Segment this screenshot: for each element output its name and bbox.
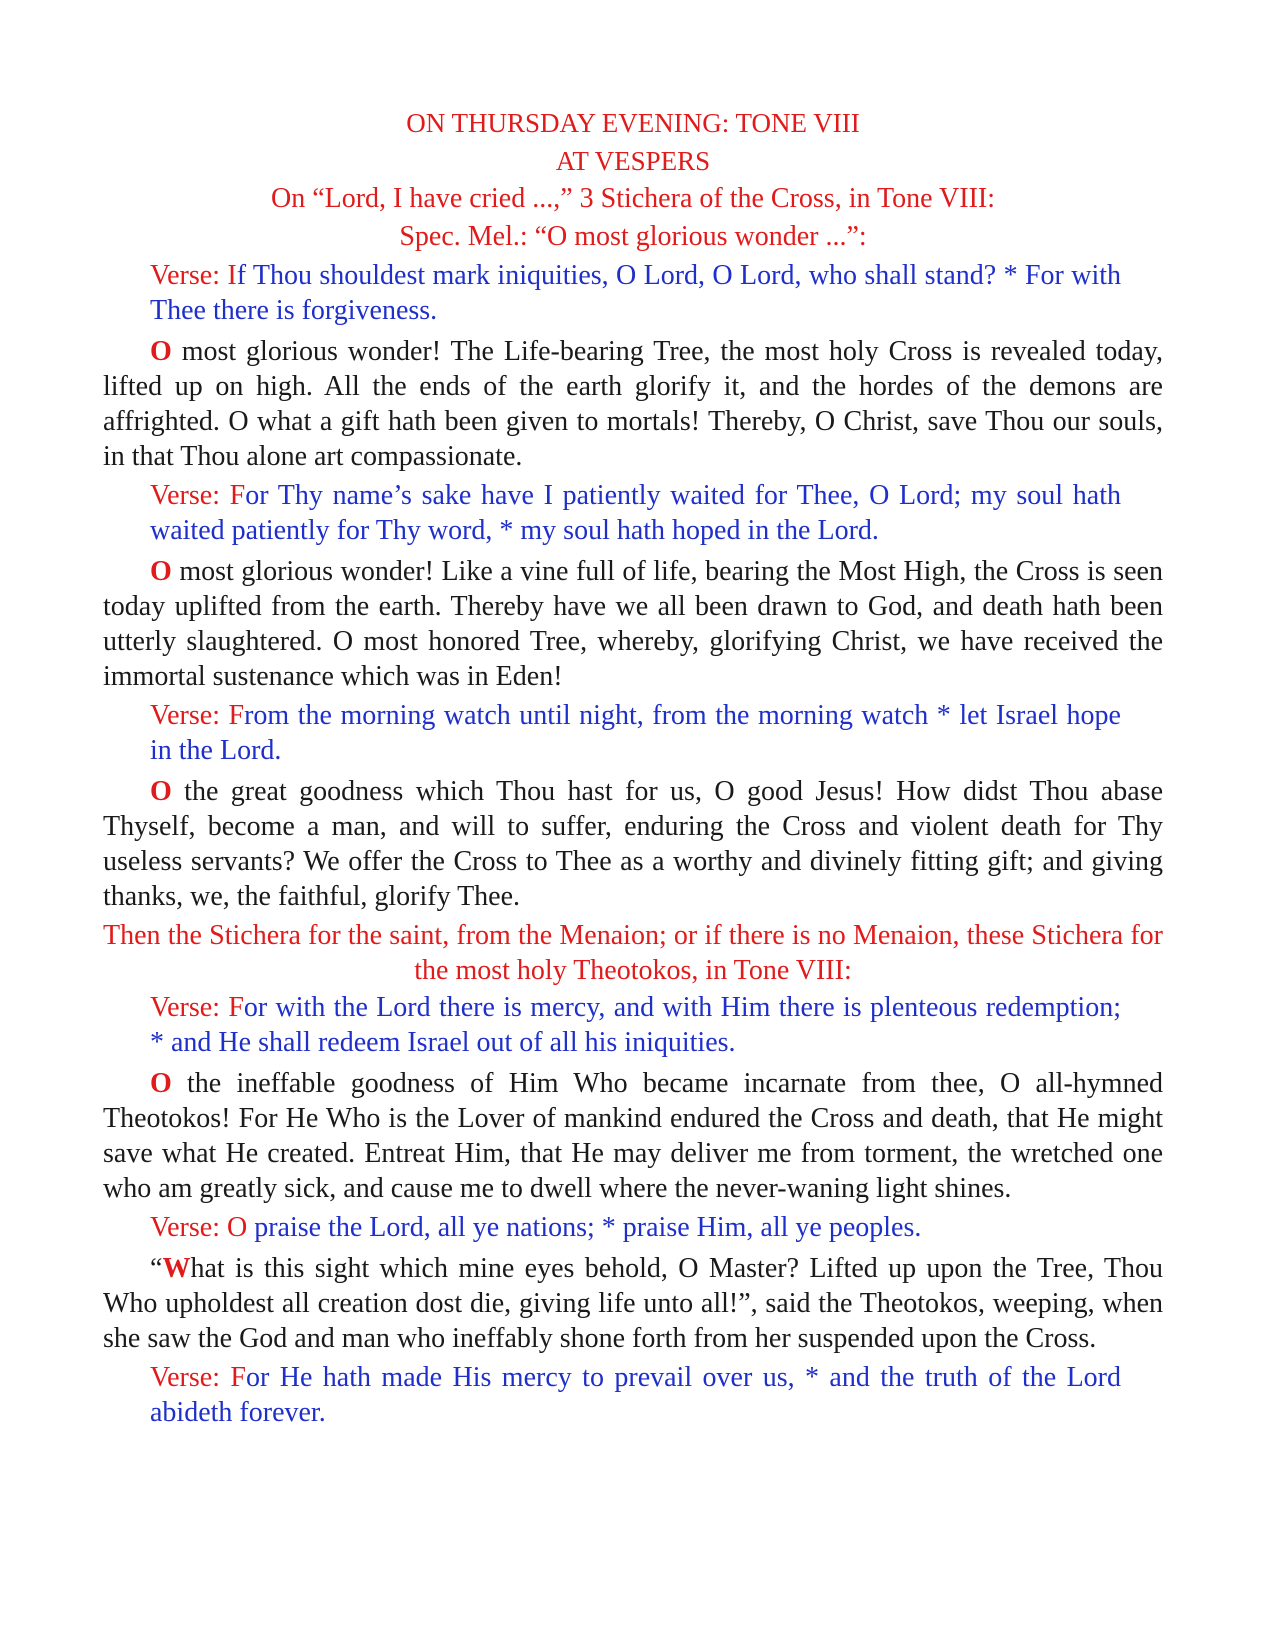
verse-2 [103,478,1163,548]
hymn-text: hat is this sight which mine eyes behold, O Master? Lifted up upon the Tree, Thou Who upholdest all creation dost die, giving life unto all!”, said the Theotokos, weeping, when she saw the God and man who ineffably shone forth from her suspended upon the Cross. [103,1253,1163,1354]
hymn-initial: O [150,776,172,807]
rubric-theotokos-stichera: Then the Stichera for the saint, from the Menaion; or if there is no Menaion, these Stichera for the most holy Theotokos, in Tone VIII: [103,920,1163,986]
verse-initial: I [227,260,237,291]
hymn-initial: O [150,1068,172,1099]
page-subtitle: AT VESPERS [555,146,711,176]
verse-text: or He hath made His mercy to prevail over us, * and the truth of the Lord abideth forever. [150,1362,1122,1428]
verse-label: Verse: [150,700,229,731]
hymn-5 [103,1251,1163,1356]
hymn-quote-mark: “ [150,1253,163,1284]
hymn-2 [103,554,1163,694]
verse-text: or Thy name’s sake have I patiently waited for Thee, O Lord; my soul hath waited patiently for Thy word, * my soul hath hoped in the Lord. [150,480,1121,546]
verse-6 [103,1360,1163,1430]
verse-label: Verse: [150,992,229,1023]
hymn-initial: O [150,336,172,367]
verse-1 [103,258,1163,328]
verse-5 [103,1210,1163,1245]
verse-initial: F [229,480,246,511]
hymn-text: the great goodness which Thou hast for us, O good Jesus! How didst Thou abase Thyself, become a man, and will to suffer, enduring the Cross and violent death for Thy useless servants? We offer the Cross to Thee as a worthy and divinely fitting gift; and giving thanks, we, the faithful, glorify Thee. [103,776,1163,912]
verse-text: praise the Lord, all ye nations; * praise Him, all ye peoples. [247,1212,922,1243]
verse-text: f Thou shouldest mark iniquities, O Lord, O Lord, who shall stand? * For with Thee there is forgiveness. [150,260,1121,326]
verse-initial: F [228,992,244,1023]
page-title: ON THURSDAY EVENING: TONE VIII [406,108,860,138]
hymn-3 [103,774,1163,914]
verse-text: or with the Lord there is mercy, and with Him there is plenteous redemption; * and He shall redeem Israel out of all his iniquities. [150,992,1121,1058]
verse-label: Verse: [150,1362,231,1393]
hymn-initial: O [150,556,172,587]
rubric-special-melody: Spec. Mel.: “O most glorious wonder ...”: [399,221,867,252]
verse-label: Verse: [150,260,228,291]
hymn-4 [103,1066,1163,1206]
hymn-initial: W [162,1253,191,1284]
verse-label: Verse: [150,480,230,511]
hymn-text: the ineffable goodness of Him Who became incarnate from thee, O all-hymned Theotokos! For He Who is the Lover of mankind endured the Cross and death, that He might save what He created. Entreat Him, that He may deliver me from torment, the wretched one who am greatly sick, and cause me to dwell where the never-waning light shines. [103,1068,1163,1204]
verse-initial: F [228,700,245,731]
verse-label: Verse: [150,1212,227,1243]
verse-4 [103,990,1163,1060]
hymn-text: most glorious wonder! Like a vine full of life, bearing the Most High, the Cross is seen today uplifted from the earth. Thereby have we all been drawn to God, and death hath been utterly slaughtered. O most honored Tree, whereby, glorifying Christ, we have received the immortal sustenance which was in Eden! [103,556,1163,692]
hymn-text: most glorious wonder! The Life-bearing Tree, the most holy Cross is revealed today, lifted up on high. All the ends of the earth glorify it, and the hordes of the demons are affrighted. O what a gift hath been given to mortals! Thereby, O Christ, save Thou our souls, in that Thou alone art compassionate. [103,336,1163,472]
hymn-1 [103,334,1163,474]
verse-initial: O [226,1212,248,1243]
verse-3 [103,698,1163,768]
page [103,104,1163,1436]
verse-text: rom the morning watch until night, from the morning watch * let Israel hope in the Lord. [150,700,1121,766]
verse-initial: F [230,1362,246,1393]
rubric-stichera: On “Lord, I have cried ...,” 3 Stichera of the Cross, in Tone VIII: [270,183,996,214]
